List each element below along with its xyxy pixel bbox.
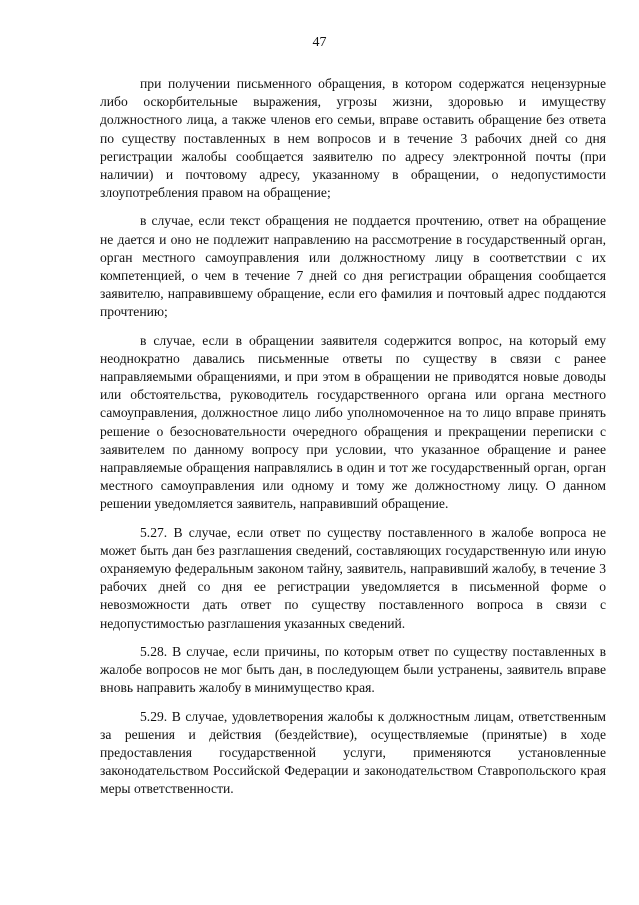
- paragraph-5-29: 5.29. В случае, удовлетворения жалобы к должностным лицам, ответственным за решения и действия (бездействие), осуществляемые (принятые) в ходе предоставления государственной услуги, применяются установленные законодательством Российской Федерации и законодательством Ставропольского края меры ответственности.: [100, 708, 606, 797]
- paragraph-5-28: 5.28. В случае, если причины, по которым ответ по существу поставленных в жалобе вопросов не мог быть дан, в последующем были устранены, заявитель вправе вновь направить жалобу в минимущество края.: [100, 643, 606, 696]
- paragraph-5-27: 5.27. В случае, если ответ по существу поставленного в жалобе вопроса не может быть дан без разглашения сведений, составляющих государственную или иную охраняемую федеральным законом тайну, заявитель, направивший жалобу, в течение 3 рабочих дней со дня ее регистрации уведомляется в письменной форме о невозможности дать ответ по существу поставленного вопроса в связи с недопустимостью разглашения указанных сведений.: [100, 524, 606, 631]
- paragraph-unreadable-clause: в случае, если текст обращения не поддается прочтению, ответ на обращение не дается и оно не подлежит направлению на рассмотрение в государственный орган, орган местного самоуправления или должностному лицу в соответствии с их компетенцией, о чем в течение 7 дней со дня регистрации обращения сообщается заявителю, направившему обращение, если его фамилия и почтовый адрес поддаются прочтению;: [100, 213, 606, 320]
- paragraph-repeated-question-clause: в случае, если в обращении заявителя содержится вопрос, на который ему неоднократно давались письменные ответы по существу в связи с ранее направляемыми обращениями, и при этом в обращении не приводятся новые доводы или обстоятельства, руководитель государственного органа или органа местного самоуправления, должностное лицо либо уполномоченное на то лицо вправе принять решение о безосновательности очередного обращения и прекращении переписки с заявителем по данному вопросу при условии, что указанное обращение и ранее направляемые обращения направлялись в один и тот же государственный орган, орган местного самоуправления или одному и тому же должностному лицу. О данном решении уведомляется заявитель, направивший обращение.: [100, 332, 606, 512]
- paragraph-profanity-clause: при получении письменного обращения, в котором содержатся нецензурные либо оскорбительные выражения, угрозы жизни, здоровью и имуществу должностного лица, а также членов его семьи, вправе оставить обращение без ответа по существу поставленных в нем вопросов и в течение 3 рабочих дней со дня регистрации жалобы сообщается заявителю по адресу электронной почты (при наличии) и почтовому адресу, указанному в обращении, о недопустимости злоупотребления правом на обращение;: [100, 76, 606, 201]
- document-body: [100, 75, 606, 799]
- page-number: 47: [312, 35, 327, 50]
